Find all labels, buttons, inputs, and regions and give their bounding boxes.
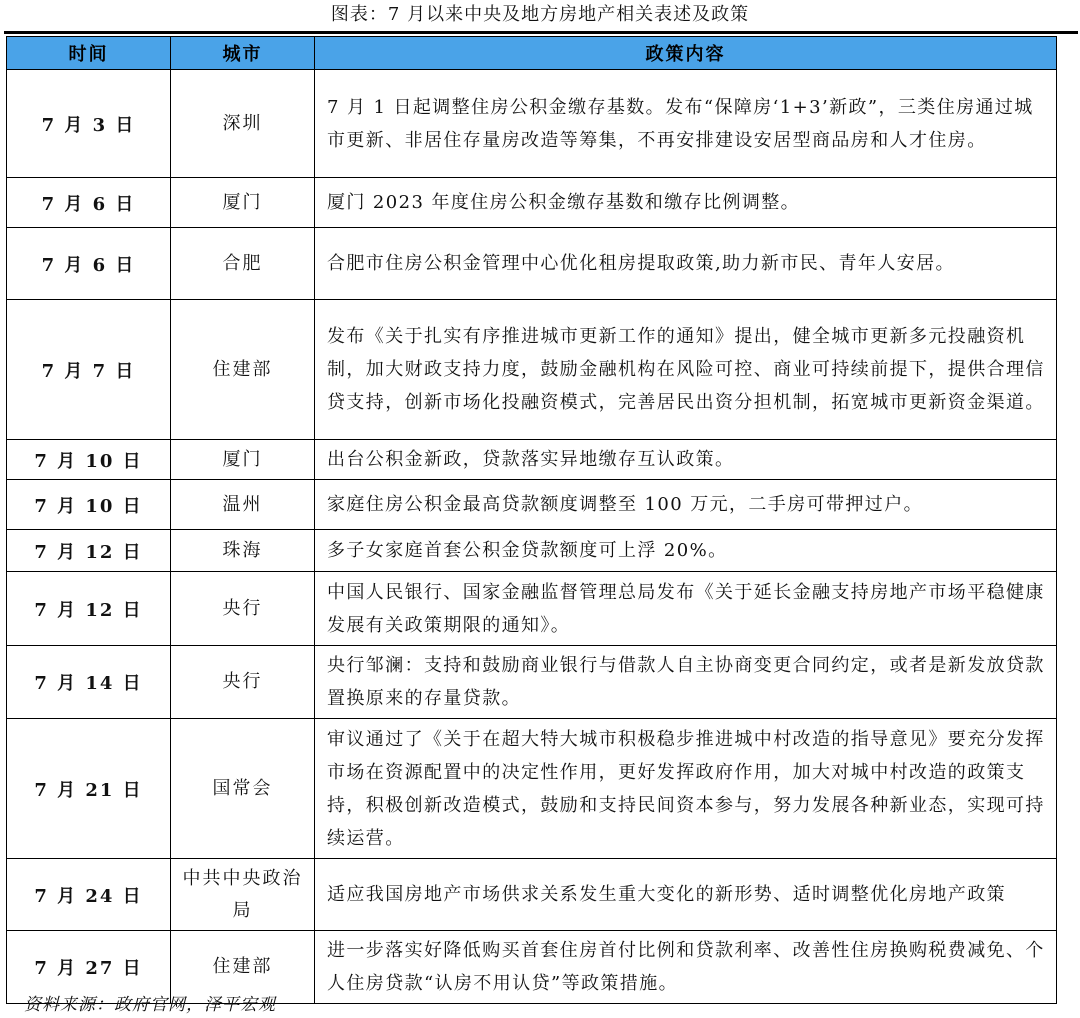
row-city: 住建部 — [171, 300, 315, 440]
row-content: 厦门 2023 年度住房公积金缴存基数和缴存比例调整。 — [315, 178, 1057, 228]
policy-table — [6, 36, 1057, 1004]
row-date: 7 月 7 日 — [7, 300, 171, 440]
table-row — [7, 480, 1057, 530]
row-date: 7 月 10 日 — [7, 480, 171, 530]
table-row — [7, 719, 1057, 859]
row-city: 厦门 — [171, 440, 315, 480]
header-date: 时间 — [7, 37, 171, 70]
table-row — [7, 70, 1057, 178]
header-row — [7, 37, 1057, 70]
row-date: 7 月 6 日 — [7, 228, 171, 300]
source-note: 资料来源：政府官网，泽平宏观 — [24, 995, 276, 1015]
row-date: 7 月 3 日 — [7, 70, 171, 178]
row-content: 家庭住房公积金最高贷款额度调整至 100 万元，二手房可带押过户。 — [315, 480, 1057, 530]
row-city: 中共中央政治局 — [171, 859, 315, 931]
row-date: 7 月 12 日 — [7, 530, 171, 572]
row-city: 合肥 — [171, 228, 315, 300]
row-city: 央行 — [171, 646, 315, 719]
row-content: 发布《关于扎实有序推进城市更新工作的通知》提出，健全城市更新多元投融资机制，加大财政支持力度，鼓励金融机构在风险可控、商业可持续前提下，提供合理信贷支持，创新市场化投融资模式，完善居民出资分担机制，拓宽城市更新资金渠道。 — [315, 300, 1057, 440]
row-date: 7 月 10 日 — [7, 440, 171, 480]
table-row — [7, 646, 1057, 719]
row-content: 央行邹澜：支持和鼓励商业银行与借款人自主协商变更合同约定，或者是新发放贷款置换原来的存量贷款。 — [315, 646, 1057, 719]
table-row — [7, 530, 1057, 572]
row-city: 住建部 — [171, 931, 315, 1004]
top-rule — [4, 31, 1078, 34]
header-content: 政策内容 — [315, 37, 1057, 70]
header-city: 城市 — [171, 37, 315, 70]
row-content: 7 月 1 日起调整住房公积金缴存基数。发布“保障房‘1+3’新政”，三类住房通过城市更新、非居住存量房改造等筹集，不再安排建设安居型商品房和人才住房。 — [315, 70, 1057, 178]
table-caption: 图表：7 月以来中央及地方房地产相关表述及政策 — [330, 4, 750, 25]
row-date: 7 月 12 日 — [7, 572, 171, 646]
row-city: 国常会 — [171, 719, 315, 859]
row-content: 多子女家庭首套公积金贷款额度可上浮 20%。 — [315, 530, 1057, 572]
table-row — [7, 859, 1057, 931]
table-row — [7, 178, 1057, 228]
row-date: 7 月 6 日 — [7, 178, 171, 228]
row-content: 审议通过了《关于在超大特大城市积极稳步推进城中村改造的指导意见》要充分发挥市场在资源配置中的决定性作用，更好发挥政府作用，加大对城中村改造的政策支持，积极创新改造模式，鼓励和支持民间资本参与，努力发展各种新业态，实现可持续运营。 — [315, 719, 1057, 859]
row-date: 7 月 14 日 — [7, 646, 171, 719]
row-content: 中国人民银行、国家金融监督管理总局发布《关于延长金融支持房地产市场平稳健康发展有关政策期限的通知》。 — [315, 572, 1057, 646]
row-date: 7 月 27 日 — [7, 931, 171, 1004]
row-city: 温州 — [171, 480, 315, 530]
row-city: 珠海 — [171, 530, 315, 572]
row-content: 适应我国房地产市场供求关系发生重大变化的新形势、适时调整优化房地产政策 — [315, 859, 1057, 931]
row-city: 厦门 — [171, 178, 315, 228]
row-city: 央行 — [171, 572, 315, 646]
table-row — [7, 228, 1057, 300]
row-content: 进一步落实好降低购买首套住房首付比例和贷款利率、改善性住房换购税费减免、个人住房贷款“认房不用认贷”等政策措施。 — [315, 931, 1057, 1004]
row-content: 合肥市住房公积金管理中心优化租房提取政策,助力新市民、青年人安居。 — [315, 228, 1057, 300]
table-row — [7, 440, 1057, 480]
row-content: 出台公积金新政，贷款落实异地缴存互认政策。 — [315, 440, 1057, 480]
row-date: 7 月 21 日 — [7, 719, 171, 859]
table-row — [7, 572, 1057, 646]
row-date: 7 月 24 日 — [7, 859, 171, 931]
row-city: 深圳 — [171, 70, 315, 178]
table-row — [7, 300, 1057, 440]
